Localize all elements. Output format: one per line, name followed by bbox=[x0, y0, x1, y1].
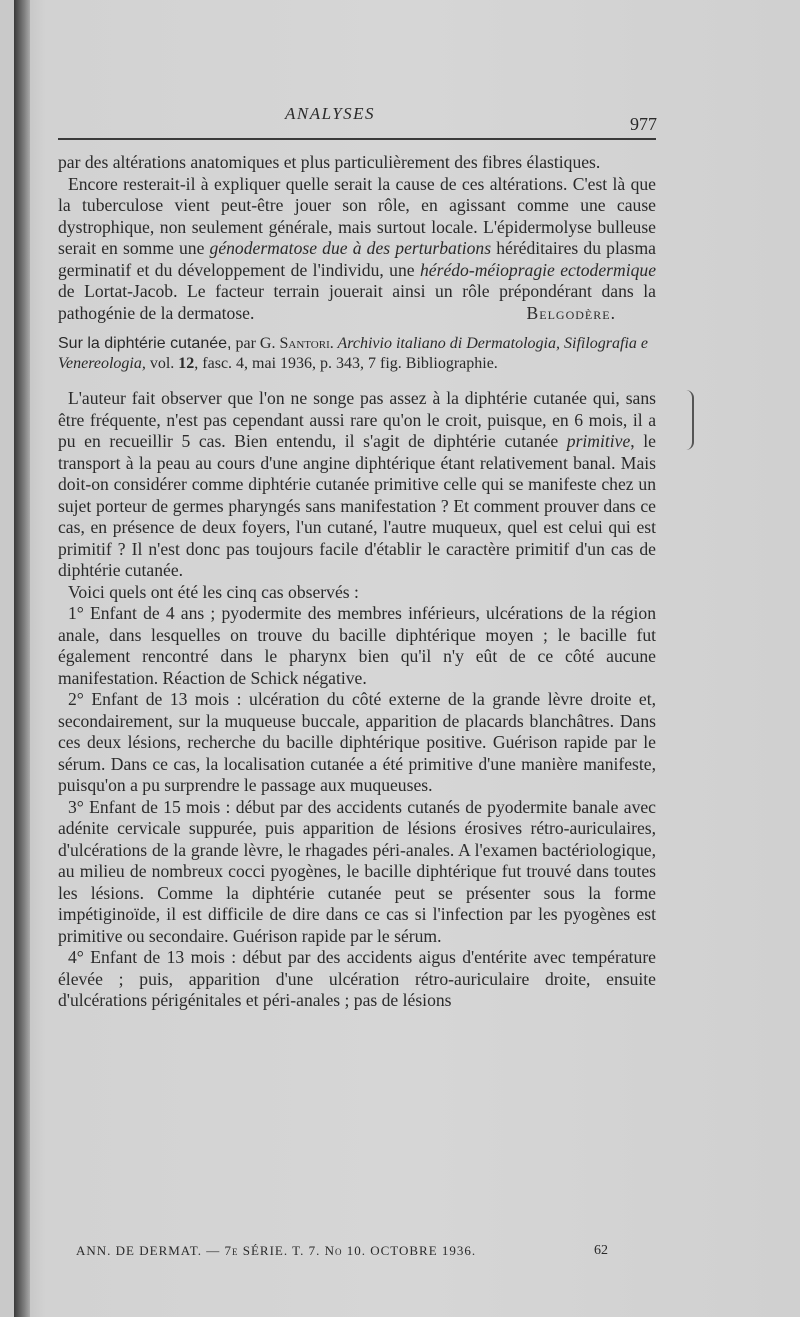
reference-author: Santori. bbox=[279, 335, 334, 352]
emphasis-text: primitive bbox=[566, 431, 631, 451]
emphasis-text: génodermatose due à des perturbations bbox=[209, 238, 492, 258]
paragraph-text: Encore resterait-il à expliquer quelle serait la cause de ces altérations. C'est là que la tuberculose vient peut-être jouer son rôle, en agissant comme une cause dystrophique, non seulement générale, mais surtout locale. L'épidermolyse bulleuse serait en somme une bbox=[58, 173, 656, 258]
paragraph-text: , le transport à la peau au cours d'une angine diphtérique étant relativement banal. Mais doit-on considérer comme diphtérie cutanée primitive celle qui se manifeste chez un sujet porteur de germes pharyngés sans manifestation ? Et comment prouver dans ce cas, en présence de deux foyers, l'un cutané, l'autre muqueux, quel est celui qui est primitif ? Il n'est donc pas toujours facile d'établir le caractère primitif d'un cas de diphtérie cutanée. bbox=[58, 431, 656, 580]
paragraph bbox=[58, 174, 656, 325]
paragraph-text: par des altérations anatomiques et plus particulièrement des fibres élastiques. bbox=[58, 152, 601, 172]
reference-volume: 12 bbox=[178, 355, 195, 372]
paragraph: Voici quels ont été les cinq cas observés : bbox=[68, 581, 359, 602]
signature-number: 62 bbox=[594, 1243, 608, 1258]
emphasis-text: hérédo-méiopragie ectodermique bbox=[420, 259, 657, 280]
book-spine-shadow bbox=[14, 0, 30, 1317]
paragraph-text: héréditaires du plasma germinatif et du développement de l'individu, une bbox=[58, 238, 656, 280]
case-2: 2° Enfant de 13 mois : ulcération du côté externe de la grande lèvre droite et, secondairement, sur la muqueuse buccale, apparition de placards blanchâtres. Dans ces deux lésions, recherche du bacille diphtérique positive. Guérison rapide par le sérum. Dans ce cas, la localisation cutanée a été primitive d'une manière manifeste, puisqu'on a pu surprendre le passage aux muqueuses. bbox=[58, 689, 656, 795]
header-rule bbox=[58, 138, 656, 140]
paragraph bbox=[58, 388, 656, 582]
review-signature: Belgodère. bbox=[526, 302, 616, 323]
case-3: 3° Enfant de 15 mois : début par des accidents cutanés de pyodermite banale avec adénite cervicale suppurée, puis apparition de lésions érosives rétro-auriculaires, d'ulcérations de la grande lèvre, le rhagades péri-anales. A l'examen bactériologique, au milieu de nombreux cocci pyogènes, le bacille diphtérique fut trouvé dans toutes les lésions. Comme la diphtérie cutanée peut se présenter sous la forme impétiginoïde, il est difficile de dire dans ce cas si l'infection par les pyogènes est primitive ou secondaire. Guérison rapide par le sérum. bbox=[58, 796, 656, 946]
reference-text: vol. bbox=[145, 355, 179, 372]
case-4: 4° Enfant de 13 mois : début par des accidents aigus d'entérite avec température élevée ; puis, apparition d'une ulcération rétro-auriculaire droite, ensuite d'ulcérations périgénitales et péri-anales ; pas de lésions bbox=[58, 947, 656, 1010]
paragraph-text: L'auteur fait observer que l'on ne songe pas assez à la diphtérie cutanée qui, sans être fréquente, n'est pas cependant aussi rare qu'on le croit, puisque, en 6 mois, il a pu en recueillir 5 cas. Bien entendu, il s'agit de diphtérie cutanée bbox=[58, 388, 656, 451]
footer-line: ANN. DE DERMAT. — 7e SÉRIE. T. 7. No 10. OCTOBRE 1936. bbox=[76, 1243, 477, 1258]
case-1: 1° Enfant de 4 ans ; pyodermite des membres inférieurs, ulcérations de la région anale, dans lesquelles on trouve du bacille diphtérique moyen ; le bacille fut également rencontré dans le pharynx bien qu'il n'y eût de ce côté aucune manifestation. Réaction de Schick négative. bbox=[58, 603, 656, 688]
page-number: 977 bbox=[630, 114, 657, 134]
reference-title: Sur la diphtérie cutanée, bbox=[58, 335, 232, 352]
margin-bracket bbox=[682, 390, 694, 450]
article-body bbox=[58, 152, 656, 1012]
running-title: ANALYSES bbox=[285, 104, 376, 123]
bibliographic-reference bbox=[58, 334, 656, 374]
reference-text: par G. bbox=[231, 335, 280, 352]
reference-journal: Archivio italiano di Dermatologia, Sifilografia e Venereologia, bbox=[58, 335, 649, 372]
paragraph-text: de Lortat-Jacob. Le facteur terrain jouerait ainsi un rôle prépondérant dans la pathogénie de la dermatose. bbox=[58, 281, 656, 323]
reference-text: , fasc. 4, mai 1936, p. 343, 7 fig. Bibliographie. bbox=[194, 355, 498, 372]
paragraph bbox=[58, 152, 656, 174]
